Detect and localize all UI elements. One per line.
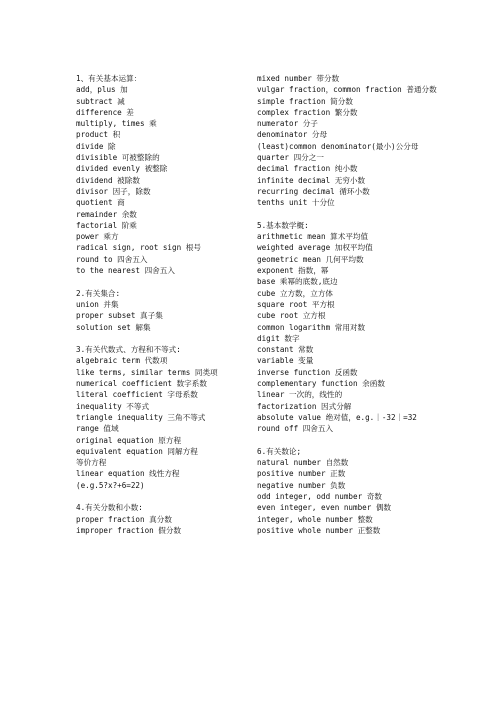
- term-line: linear equation 线性方程: [76, 469, 180, 479]
- term-line: power 乘方: [76, 232, 119, 242]
- section-spacer: [257, 435, 457, 446]
- term-line: proper subset 真子集: [76, 311, 163, 321]
- term-line: weighted average 加权平均值: [257, 243, 373, 253]
- term-line: complementary function 余函数: [257, 379, 385, 389]
- term-line: natural number 自然数: [257, 458, 349, 468]
- term-line: simple fraction 简分数: [257, 96, 353, 106]
- term-line: union 并集: [76, 299, 119, 309]
- term-line: literal coefficient 字母系数: [76, 390, 198, 400]
- term-line: (least)common denominator(最小)公分母: [257, 141, 419, 151]
- term-line: odd integer, odd number 奇数: [257, 491, 382, 501]
- term-line: divide 除: [76, 141, 116, 151]
- term-line: equivalent equation 同解方程: [76, 446, 198, 456]
- term-line: original equation 原方程: [76, 435, 182, 445]
- term-line: numerical coefficient 数字系数: [76, 379, 207, 389]
- term-line: 等价方程: [76, 458, 107, 468]
- term-line: solution set 解集: [76, 322, 151, 332]
- term-line: cube root 立方根: [257, 311, 326, 321]
- term-line: (e.g.5?x?+6=22): [76, 480, 145, 490]
- term-line: square root 平方根: [257, 299, 335, 309]
- term-line: proper fraction 真分数: [76, 514, 172, 524]
- section-heading-basic-operations: 1、有关基本运算：: [76, 74, 142, 83]
- term-line: range 值域: [76, 424, 119, 434]
- term-line: triangle inequality 三角不等式: [76, 412, 206, 422]
- section-heading-number-theory: 6.有关数论;: [257, 446, 302, 456]
- term-line: tenths unit 十分位: [257, 198, 335, 208]
- term-line: positive number 正数: [257, 469, 346, 479]
- term-line: linear 一次的，线性的: [257, 390, 343, 400]
- term-line: improper fraction 假分数: [76, 525, 182, 535]
- term-line: difference 差: [76, 107, 134, 117]
- term-line: constant 常数: [257, 345, 314, 355]
- term-line: digit 数字: [257, 333, 300, 343]
- term-line: multiply, times 乘: [76, 119, 157, 129]
- right-column: [257, 73, 457, 536]
- term-line: to the nearest 四舍五入: [76, 266, 175, 276]
- section-spacer: [257, 209, 457, 220]
- term-line: numerator 分子: [257, 119, 318, 129]
- term-line: absolute value 绝对值，e.g.｜-32｜=32: [257, 412, 417, 422]
- section-heading-algebra: 3.有关代数式、方程和不等式:: [76, 345, 181, 355]
- term-line: factorial 阶乘: [76, 220, 137, 230]
- term-line: factorization 因式分解: [257, 401, 352, 411]
- term-line: variable 变量: [257, 356, 314, 366]
- term-line: negative number 负数: [257, 480, 346, 490]
- section-spacer: [76, 491, 246, 502]
- term-line: mixed number 带分数: [257, 74, 340, 83]
- term-line: dividend 被除数: [76, 175, 140, 185]
- section-heading-sets: 2.有关集合:: [76, 288, 121, 298]
- term-line: divisor 因子，除数: [76, 186, 151, 196]
- term-line: divided evenly 被整除: [76, 164, 168, 174]
- section-spacer: [76, 333, 246, 344]
- term-line: inverse function 反函数: [257, 367, 358, 377]
- term-line: subtract 减: [76, 96, 125, 106]
- term-line: round off 四舍五入: [257, 424, 334, 434]
- term-line: denominator 分母: [257, 130, 328, 140]
- term-line: decimal fraction 纯小数: [257, 164, 358, 174]
- term-line: base 乘幂的底数,底边: [257, 277, 338, 287]
- term-line: product 积: [76, 130, 121, 140]
- term-line: round to 四舍五入: [76, 254, 148, 264]
- section-heading-basic-concepts: 5.基本数学概:: [257, 220, 309, 230]
- term-line: complex fraction 繁分数: [257, 107, 358, 117]
- left-column: [76, 73, 246, 536]
- term-line: positive whole number 正整数: [257, 525, 381, 535]
- term-line: radical sign, root sign 根号: [76, 243, 201, 253]
- term-line: quotient 商: [76, 198, 125, 208]
- term-line: vulgar fraction，common fraction 普通分数: [257, 85, 437, 95]
- term-line: exponent 指数，幂: [257, 266, 329, 276]
- term-line: infinite decimal 无穷小数: [257, 175, 366, 185]
- term-line: inequality 不等式: [76, 401, 150, 411]
- term-line: recurring decimal 循环小数: [257, 186, 370, 196]
- term-line: arithmetic mean 算术平均值: [257, 232, 369, 242]
- term-line: quarter 四分之一: [257, 153, 324, 163]
- term-line: add，plus 加: [76, 85, 128, 95]
- term-line: geometric mean 几何平均数: [257, 254, 364, 264]
- section-spacer: [76, 276, 246, 287]
- term-line: like terms, similar terms 同类项: [76, 367, 218, 377]
- term-line: even integer, even number 偶数: [257, 503, 392, 513]
- term-line: common logarithm 常用对数: [257, 322, 366, 332]
- term-line: remainder 余数: [76, 209, 137, 219]
- term-line: divisible 可被整除的: [76, 153, 160, 163]
- term-line: integer, whole number 整数: [257, 514, 373, 524]
- section-heading-fractions: 4.有关分数和小数:: [76, 503, 143, 513]
- term-line: algebraic term 代数项: [76, 356, 168, 366]
- term-line: cube 立方数，立方体: [257, 288, 334, 298]
